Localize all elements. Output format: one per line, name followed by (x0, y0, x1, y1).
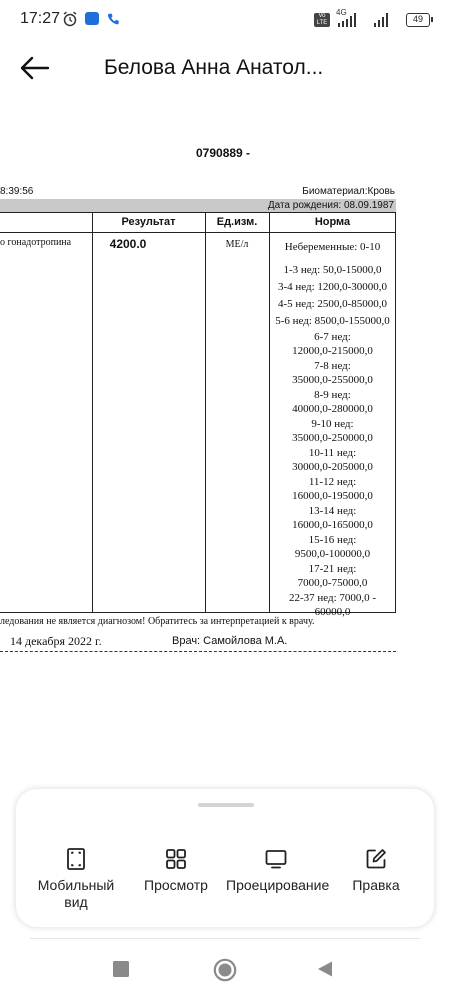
norm-item: 35000,0-255000,0 (292, 374, 373, 386)
status-bar (0, 0, 450, 40)
norm-item: 35000,0-250000,0 (292, 432, 373, 444)
edit-icon (364, 847, 388, 871)
results-table (0, 212, 396, 618)
arrow-left-icon (14, 50, 54, 86)
norm-item: 13-14 нед: (308, 505, 357, 517)
norm-item: 7000,0-75000,0 (297, 577, 368, 589)
test-unit: МЕ/л (225, 239, 249, 250)
biomaterial-label: Биоматериал:Кровь (302, 186, 395, 197)
norm-item: 6-7 нед: (314, 331, 351, 343)
norm-item: 5-6 нед: 8500,0-155000,0 (275, 315, 390, 327)
volte-icon: Vo LTE (314, 13, 330, 27)
doctor-name: Врач: Самойлова М.А. (172, 635, 288, 647)
norm-item: Небеременные: 0-10 (284, 241, 381, 253)
grid-view-icon (164, 847, 188, 871)
document-view[interactable] (0, 100, 450, 790)
norm-item: 10-11 нед: (308, 447, 357, 459)
norm-item: 15-16 нед: (308, 534, 357, 546)
status-time: 17:27 (20, 10, 61, 27)
message-icon (85, 12, 99, 25)
alarm-clock-icon (62, 11, 78, 27)
app-header (0, 40, 450, 100)
home-button[interactable] (213, 958, 237, 987)
phone-icon (106, 11, 120, 27)
home-circle-icon (213, 958, 237, 982)
norm-item: 60000,0 (314, 606, 351, 618)
date-of-birth: Дата рождения: 08.09.1987 (267, 200, 394, 211)
norm-item: 17-21 нед: (308, 563, 357, 575)
norm-item: 3-4 нед: 1200,0-30000,0 (277, 281, 388, 293)
back-triangle-icon (316, 960, 334, 978)
monitor-icon (264, 847, 288, 871)
mobile-view-label: Мобильный вид (37, 877, 115, 910)
edit-label: Правка (352, 877, 400, 893)
document-number: 0790889 - (196, 146, 251, 160)
mobile-view-button[interactable] (26, 847, 126, 911)
recents-square-icon (112, 960, 130, 978)
table-column-divider (92, 213, 93, 612)
bottom-action-sheet (15, 788, 435, 928)
view-button[interactable] (126, 847, 226, 894)
norm-item: 16000,0-165000,0 (292, 519, 373, 531)
norm-item: 22-37 нед: 7000,0 - (288, 592, 377, 604)
norm-item: 4-5 нед: 2500,0-85000,0 (277, 298, 388, 310)
nav-divider (30, 938, 420, 939)
document-title: Белова Анна Анатол... (104, 56, 324, 79)
report-date: 14 декабря 2022 г. (10, 634, 102, 648)
disclaimer-text: ледования не является диагнозом! Обратитесь за интерпретацией к врачу. (0, 616, 315, 627)
norm-item: 9-10 нед: (311, 418, 354, 430)
edit-button[interactable] (326, 847, 426, 894)
projection-button[interactable] (226, 847, 330, 894)
norm-item: 1-3 нед: 50,0-15000,0 (283, 264, 382, 276)
view-label: Просмотр (144, 877, 208, 893)
network-type: 4G (336, 8, 347, 17)
norm-item: 11-12 нед: (308, 476, 357, 488)
system-back-button[interactable] (316, 960, 334, 983)
norm-item: 12000,0-215000,0 (292, 345, 373, 357)
norm-item: 40000,0-280000,0 (292, 403, 373, 415)
test-result: 4200.0 (109, 237, 147, 251)
sheet-drag-handle[interactable] (198, 803, 254, 807)
norm-item: 16000,0-195000,0 (292, 490, 373, 502)
norm-item: 30000,0-205000,0 (292, 461, 373, 473)
signal-strength-2-icon (374, 13, 398, 27)
dashed-divider (0, 651, 396, 652)
header-result: Результат (121, 216, 176, 228)
header-unit: Ед.изм. (216, 216, 258, 228)
test-name: о гонадотропина (0, 237, 72, 248)
recents-button[interactable] (112, 960, 130, 983)
projection-label: Проецирование (226, 877, 330, 893)
table-header-divider (0, 232, 395, 233)
norm-item: 8-9 нед: (314, 389, 351, 401)
battery-icon: 49 (406, 13, 430, 27)
signal-strength-icon (338, 13, 368, 27)
table-column-divider (205, 213, 206, 612)
norm-item: 7-8 нед: (314, 360, 351, 372)
norm-item: 9500,0-100000,0 (294, 548, 371, 560)
header-norm: Норма (314, 216, 351, 228)
document-time: 8:39:56 (0, 186, 34, 197)
back-button[interactable] (14, 50, 54, 86)
dob-bar (0, 199, 396, 212)
mobile-view-icon (64, 847, 88, 871)
